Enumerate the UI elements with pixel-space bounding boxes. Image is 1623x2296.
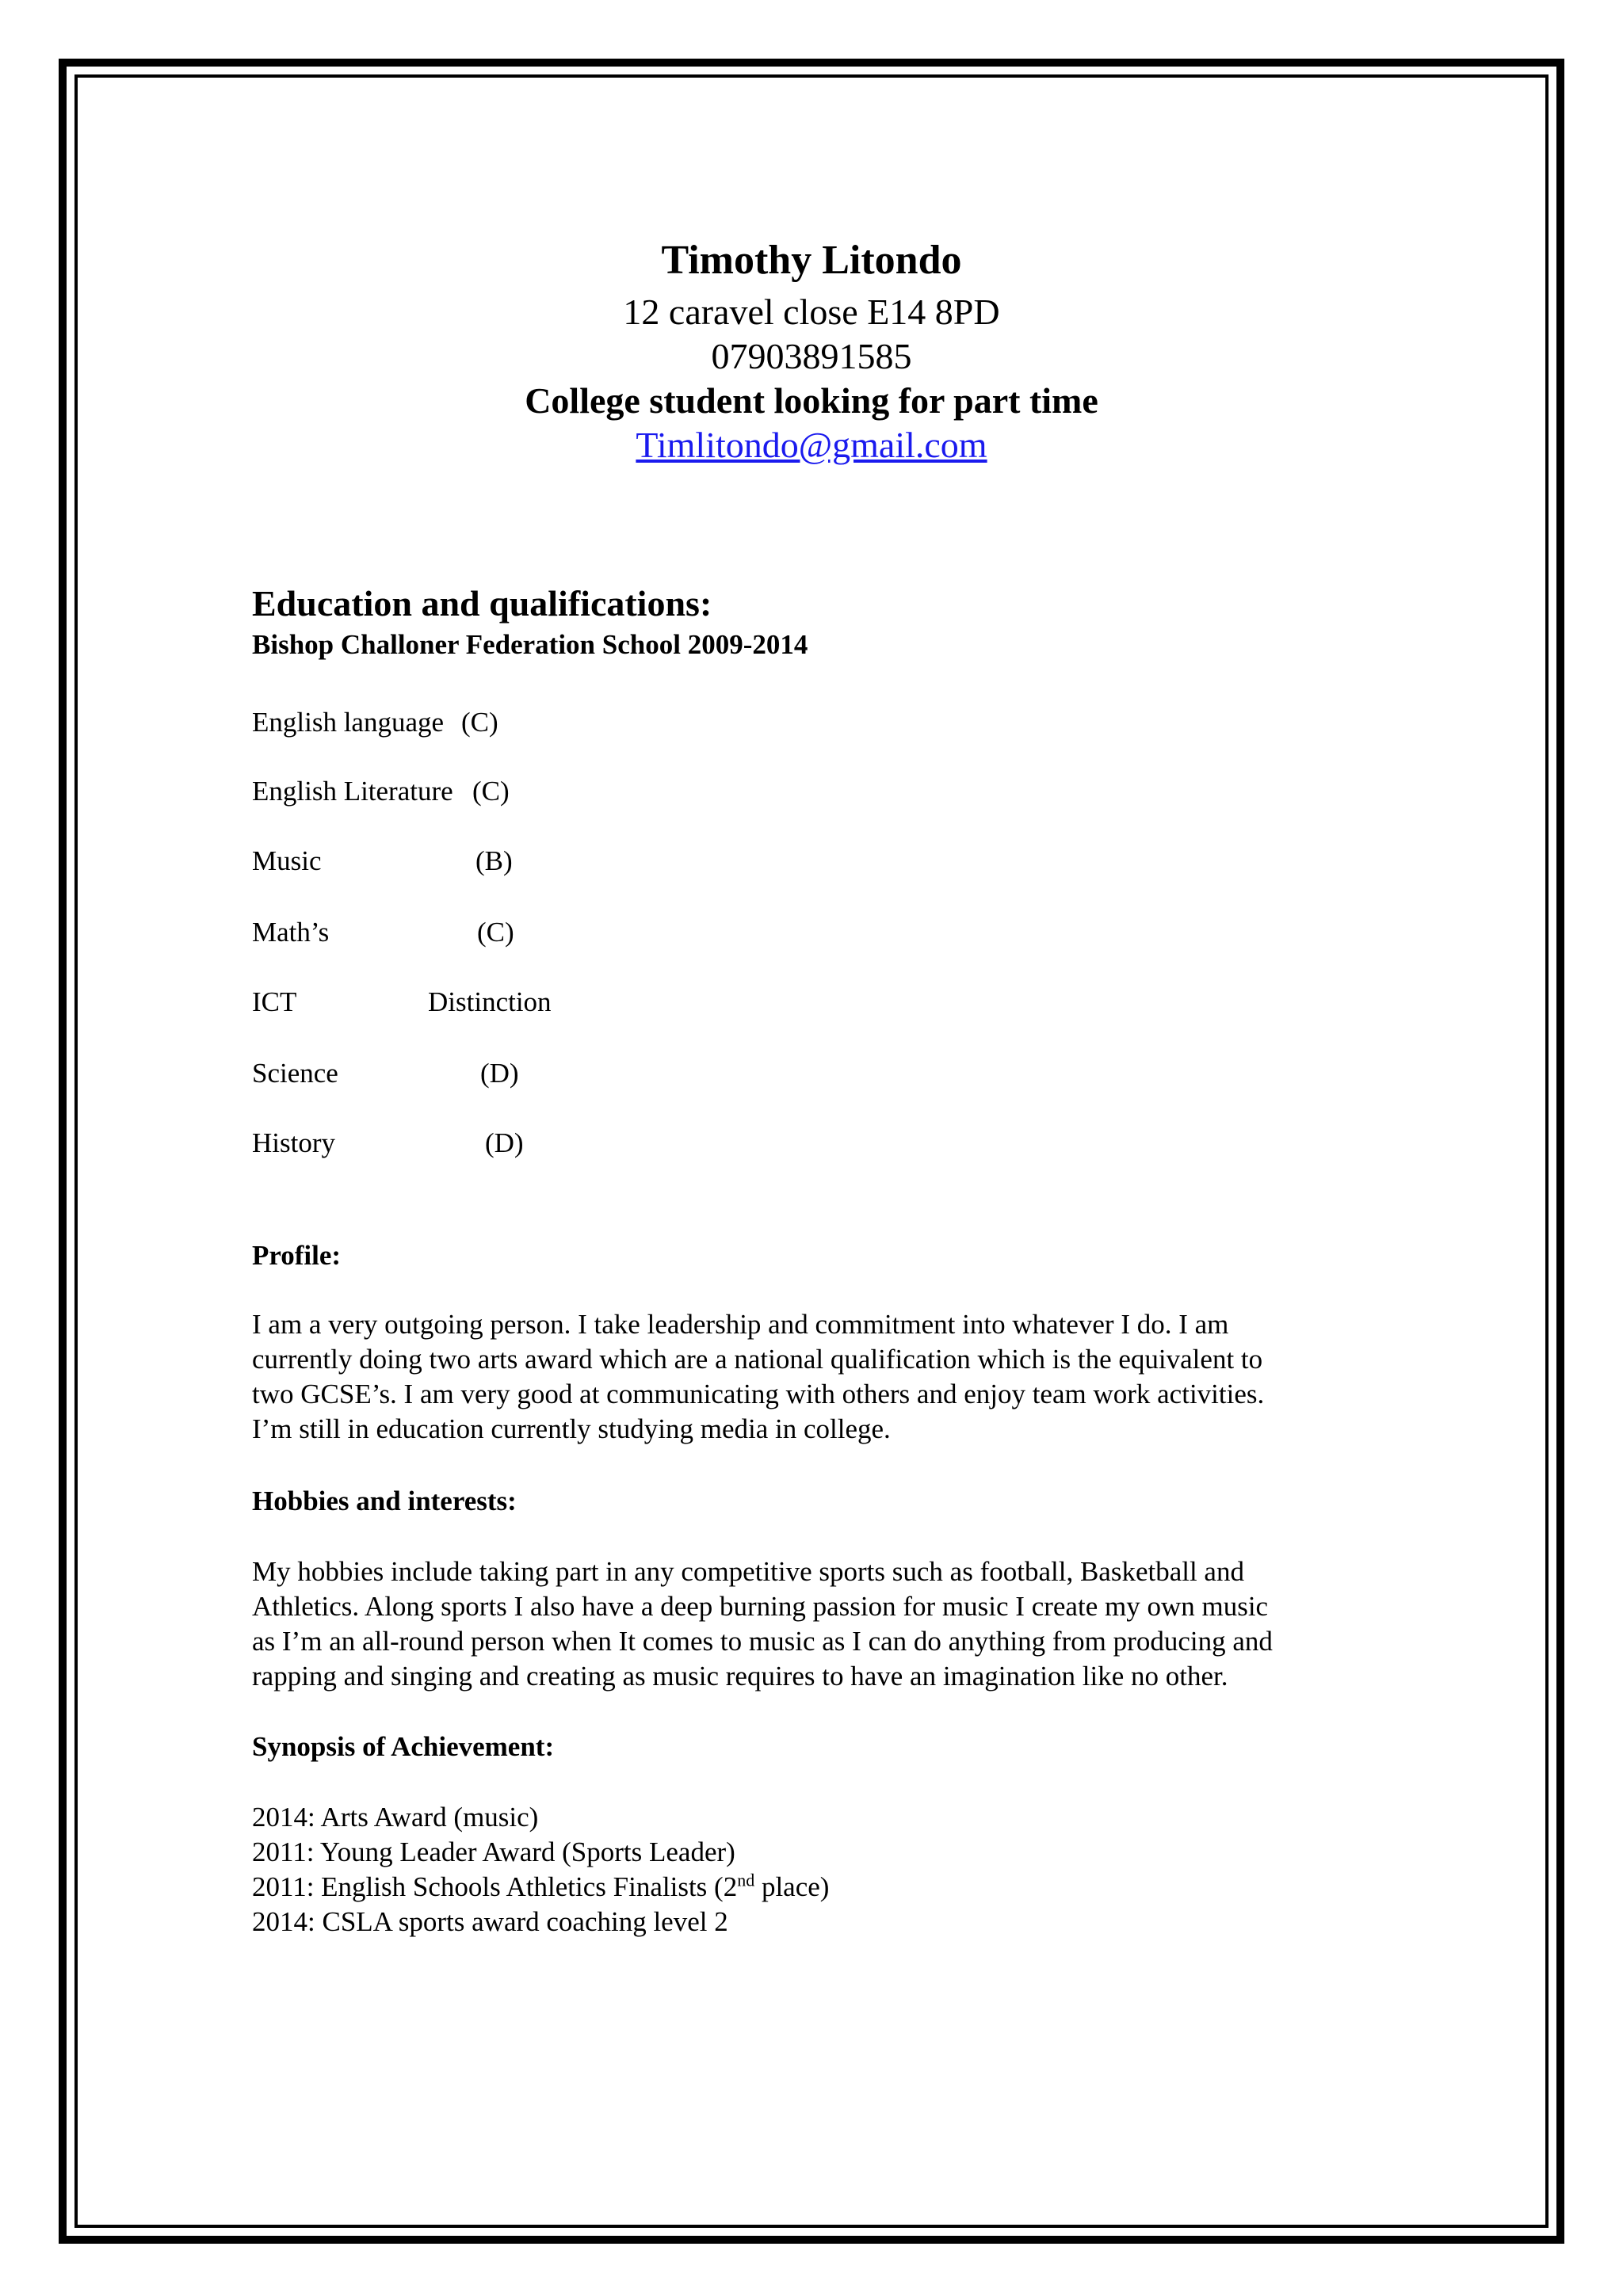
subject-name: English language xyxy=(252,707,445,738)
subject-name: Science xyxy=(252,1058,338,1089)
school-name: Bishop Challoner Federation School 2009-2014 xyxy=(252,629,808,660)
hobbies-line: as I’m an all-round person when It comes to music as I can do anything from producing and xyxy=(252,1626,1273,1657)
achievements-list xyxy=(252,1800,1385,1939)
profile-line: currently doing two arts award which are a national qualification which is the equivalent to xyxy=(252,1344,1263,1375)
subject-name: English Literature xyxy=(252,776,453,807)
education-title: Education and qualifications: xyxy=(252,583,712,624)
subject-name: Math’s xyxy=(252,917,330,948)
subject-grade: (C) xyxy=(461,707,498,738)
profile-line: I’m still in education currently studying media in college. xyxy=(252,1413,891,1444)
achievement-item xyxy=(252,1870,1385,1905)
achievement-item: 2011: Young Leader Award (Sports Leader) xyxy=(252,1836,735,1867)
subject-grade: (C) xyxy=(472,776,510,807)
cv-address: 12 caravel close E14 8PD xyxy=(623,292,1000,332)
achievements-title: Synopsis of Achievement: xyxy=(252,1731,555,1762)
subject-grade: (C) xyxy=(477,917,514,948)
subject-row xyxy=(252,985,886,1020)
subject-name: History xyxy=(252,1127,335,1158)
achievement-item: 2014: Arts Award (music) xyxy=(252,1802,539,1833)
ordinal-suffix: nd xyxy=(737,1870,755,1890)
hobbies-line: My hobbies include taking part in any competitive sports such as football, Basketball and xyxy=(252,1556,1244,1587)
email-link[interactable]: Timlitondo@gmail.com xyxy=(636,425,987,465)
profile-text xyxy=(252,1307,1385,1447)
subject-grade: (D) xyxy=(480,1058,519,1089)
hobbies-line: Athletics. Along sports I also have a deep burning passion for music I create my own music xyxy=(252,1591,1269,1622)
profile-line: I am a very outgoing person. I take leadership and commitment into whatever I do. I am xyxy=(252,1309,1229,1340)
subject-row xyxy=(252,915,886,950)
profile-title: Profile: xyxy=(252,1240,342,1271)
hobbies-text xyxy=(252,1554,1385,1694)
subject-row xyxy=(252,774,886,809)
subject-row xyxy=(252,1056,886,1091)
subject-row xyxy=(252,844,886,879)
profile-line: two GCSE’s. I am very good at communicating with others and enjoy team work activities. xyxy=(252,1379,1265,1409)
achievement-text: place) xyxy=(754,1871,830,1902)
hobbies-title: Hobbies and interests: xyxy=(252,1486,517,1516)
subject-grade: (D) xyxy=(485,1127,524,1158)
cv-tagline: College student looking for part time xyxy=(525,380,1098,421)
subject-row xyxy=(252,1126,886,1161)
achievement-item: 2014: CSLA sports award coaching level 2 xyxy=(252,1906,728,1937)
subject-grade: Distinction xyxy=(428,986,552,1017)
subject-name: ICT xyxy=(252,986,297,1017)
cv-email xyxy=(0,423,1623,467)
cv-phone: 07903891585 xyxy=(711,336,912,376)
achievement-text: 2011: English Schools Athletics Finalists (2 xyxy=(252,1871,738,1902)
hobbies-line: rapping and singing and creating as music requires to have an imagination like no other. xyxy=(252,1661,1228,1691)
cv-name: Timothy Litondo xyxy=(661,238,962,283)
subject-name: Music xyxy=(252,845,322,876)
subject-row xyxy=(252,705,886,740)
subject-grade: (B) xyxy=(475,845,513,876)
